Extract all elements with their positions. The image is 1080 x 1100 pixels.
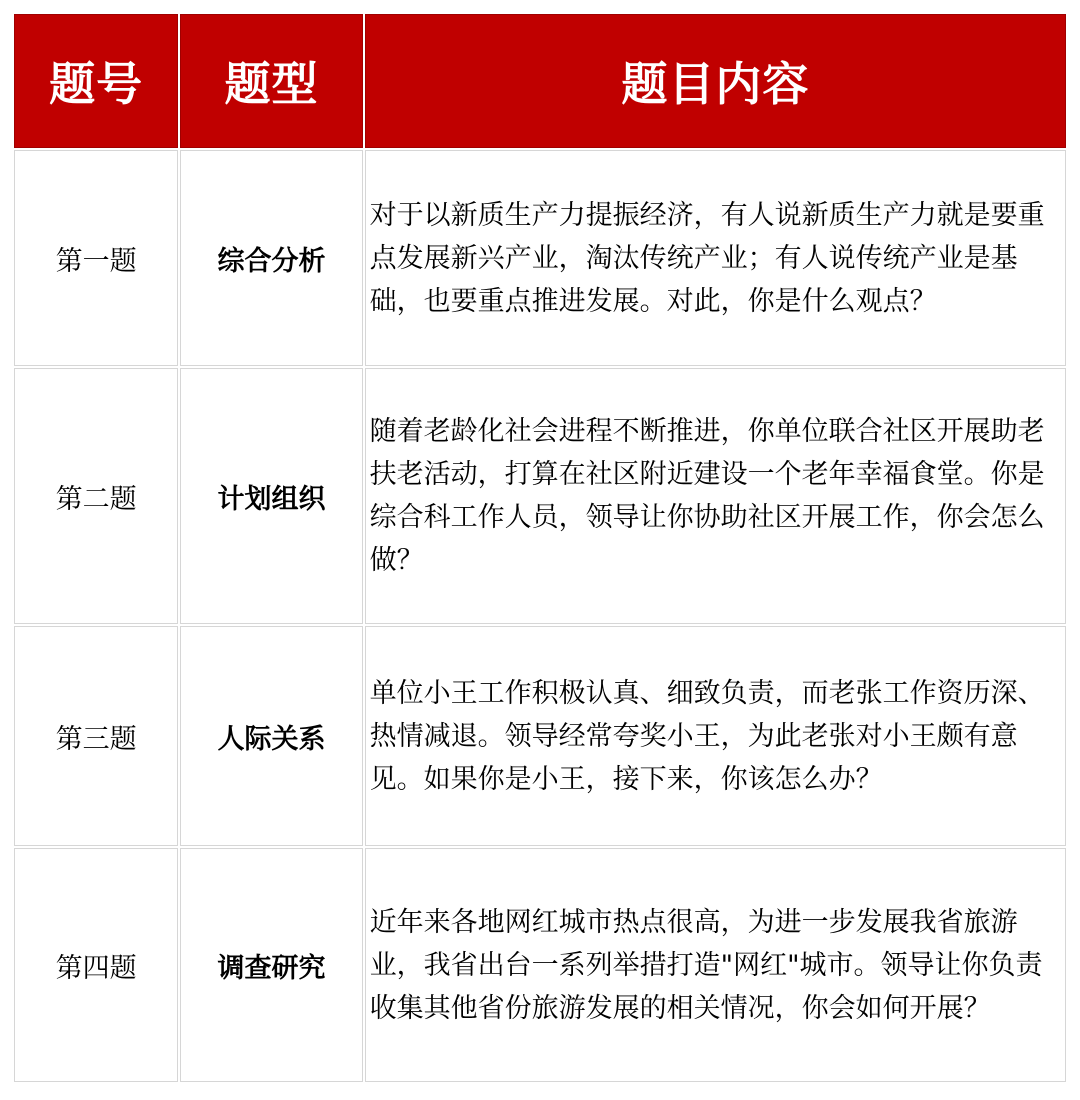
table-row xyxy=(14,848,1066,1082)
question-number: 第三题 xyxy=(14,626,178,846)
exam-questions-table xyxy=(12,12,1068,1084)
table-header-row xyxy=(14,14,1066,148)
question-type: 综合分析 xyxy=(180,150,362,366)
question-number: 第一题 xyxy=(14,150,178,366)
table-row xyxy=(14,150,1066,366)
table-row xyxy=(14,368,1066,624)
header-question-content: 题目内容 xyxy=(365,14,1066,148)
question-type: 计划组织 xyxy=(180,368,362,624)
table-row xyxy=(14,626,1066,846)
header-question-number: 题号 xyxy=(14,14,178,148)
question-content: 近年来各地网红城市热点很高，为进一步发展我省旅游业，我省出台一系列举措打造"网红"城市。领导让你负责收集其他省份旅游发展的相关情况，你会如何开展？ xyxy=(365,848,1066,1082)
question-content: 对于以新质生产力提振经济，有人说新质生产力就是要重点发展新兴产业，淘汰传统产业；有人说传统产业是基础，也要重点推进发展。对此，你是什么观点？ xyxy=(365,150,1066,366)
question-number: 第四题 xyxy=(14,848,178,1082)
exam-questions-table-wrapper xyxy=(12,12,1068,1084)
question-number: 第二题 xyxy=(14,368,178,624)
question-type: 调查研究 xyxy=(180,848,362,1082)
question-type: 人际关系 xyxy=(180,626,362,846)
header-question-type: 题型 xyxy=(180,14,362,148)
question-content: 随着老龄化社会进程不断推进，你单位联合社区开展助老扶老活动，打算在社区附近建设一个老年幸福食堂。你是综合科工作人员，领导让你协助社区开展工作，你会怎么做？ xyxy=(365,368,1066,624)
question-content: 单位小王工作积极认真、细致负责，而老张工作资历深、热情减退。领导经常夸奖小王，为此老张对小王颇有意见。如果你是小王，接下来，你该怎么办？ xyxy=(365,626,1066,846)
